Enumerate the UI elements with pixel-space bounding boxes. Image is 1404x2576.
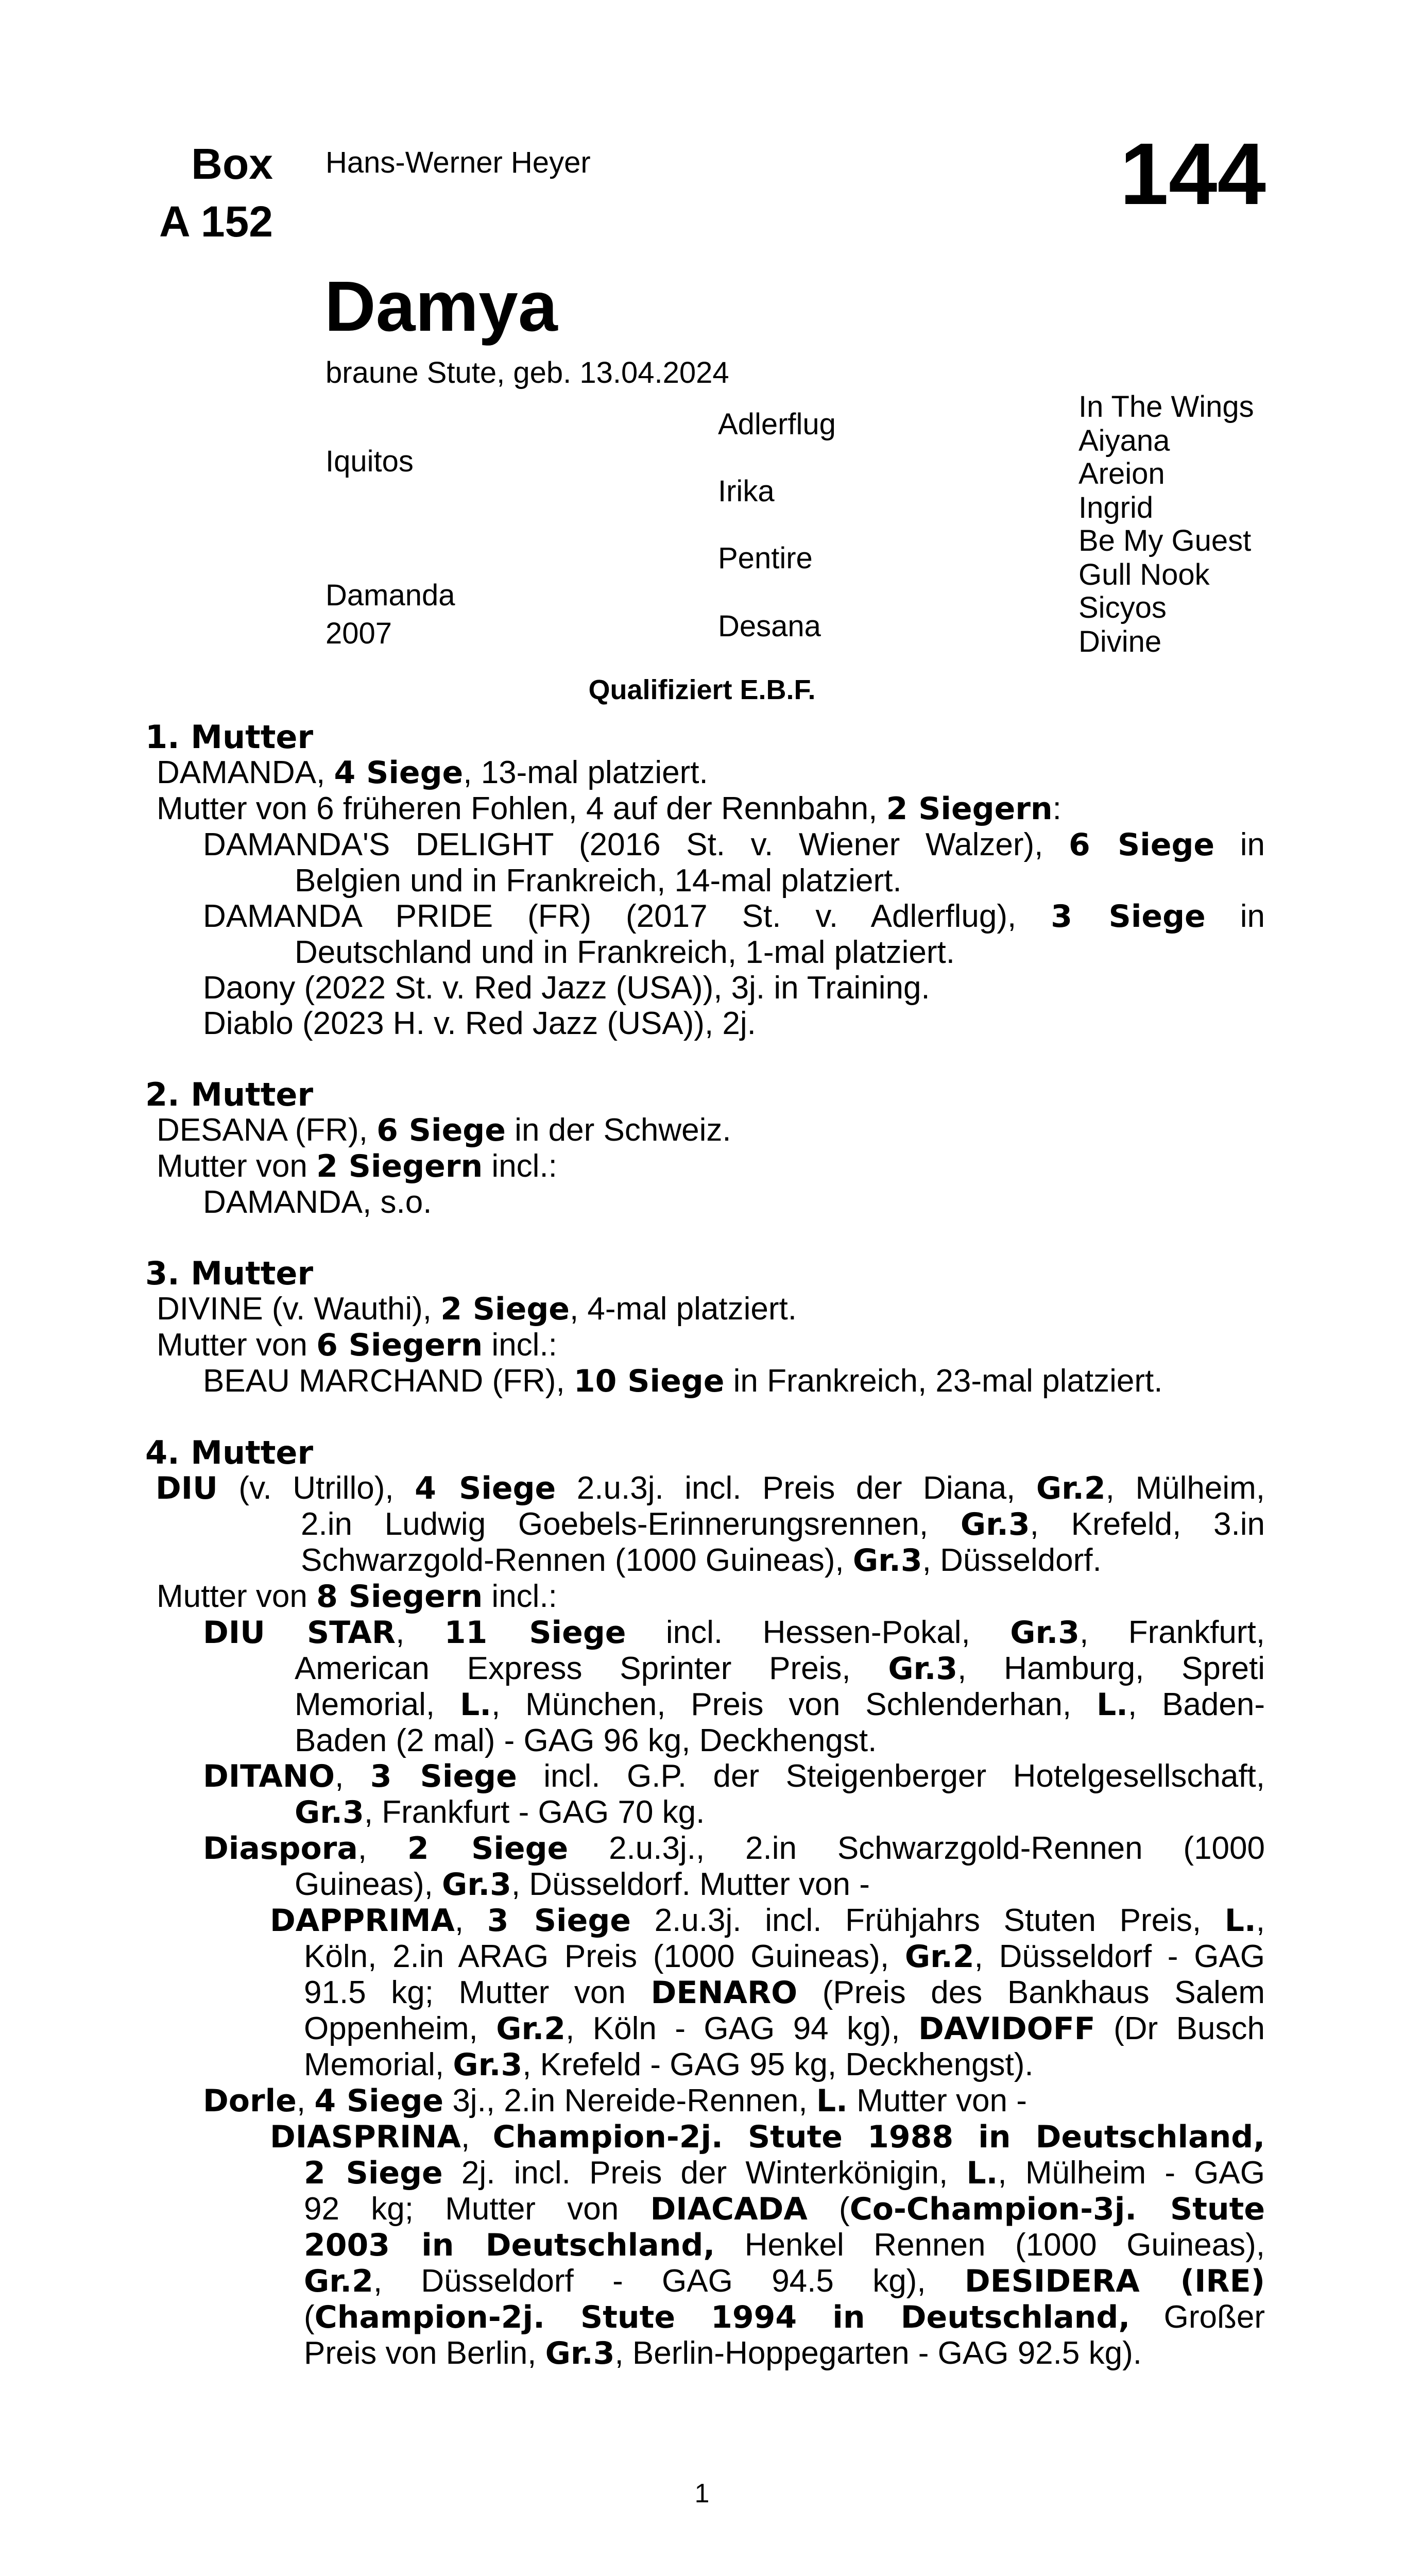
text-line: DAMANDA'S DELIGHT (2016 St. v. Wiener Walzer), 6 Siege in bbox=[203, 827, 1265, 863]
text-line: BEAU MARCHAND (FR), 10 Siege in Frankreich, 23-mal platziert. bbox=[203, 1363, 1163, 1399]
text-line: DAMANDA, s.o. bbox=[203, 1184, 432, 1220]
text-line: Memorial, L., München, Preis von Schlenderhan, L., Baden- bbox=[295, 1687, 1265, 1723]
text-line: Preis von Berlin, Gr.3, Berlin-Hoppegarten - GAG 92.5 kg). bbox=[304, 2335, 1142, 2371]
pedigree-great-grandparent: Areion bbox=[1078, 457, 1165, 490]
page-number: 1 bbox=[694, 2479, 710, 2509]
text-line: DAMANDA, 4 Siege, 13-mal platziert. bbox=[157, 755, 708, 791]
text-line: Mutter von 8 Siegern incl.: bbox=[157, 1579, 557, 1615]
text-line: 2 Siege 2j. incl. Preis der Winterkönigin, L., Mülheim - GAG bbox=[304, 2155, 1265, 2191]
text-line: DIU (v. Utrillo), 4 Siege 2.u.3j. incl. Preis der Diana, Gr.2, Mülheim, bbox=[156, 1470, 1265, 1506]
text-line: DESANA (FR), 6 Siege in der Schweiz. bbox=[157, 1112, 731, 1148]
pedigree-great-grandparent: Aiyana bbox=[1078, 424, 1170, 457]
qualification-note: Qualifiziert E.B.F. bbox=[588, 674, 816, 705]
pedigree-dam: Damanda bbox=[326, 579, 455, 612]
text-line: Belgien und in Frankreich, 14-mal platziert. bbox=[295, 863, 902, 899]
text-line: Oppenheim, Gr.2, Köln - GAG 94 kg), DAVIDOFF (Dr Busch bbox=[304, 2011, 1265, 2047]
text-line: Memorial, Gr.3, Krefeld - GAG 95 kg, Deckhengst). bbox=[304, 2047, 1034, 2083]
family-details bbox=[145, 719, 1265, 2407]
text-line: Diablo (2023 H. v. Red Jazz (USA)), 2j. bbox=[203, 1006, 756, 1041]
pedigree-great-grandparent: Be My Guest bbox=[1078, 524, 1252, 557]
pedigree-great-grandparent: Gull Nook bbox=[1078, 558, 1210, 591]
text-line: Deutschland und in Frankreich, 1-mal platziert. bbox=[295, 935, 955, 970]
section-title: 4. Mutter bbox=[145, 1434, 314, 1471]
text-line: DAMANDA PRIDE (FR) (2017 St. v. Adlerflug), 3 Siege in bbox=[203, 899, 1265, 935]
pedigree-great-grandparent: Ingrid bbox=[1078, 491, 1154, 524]
text-line: Mutter von 6 früheren Fohlen, 4 auf der Rennbahn, 2 Siegern: bbox=[157, 791, 1061, 827]
text-line: 2.in Ludwig Goebels-Erinnerungsrennen, Gr.3, Krefeld, 3.in bbox=[301, 1506, 1265, 1543]
pedigree-grandparent: Desana bbox=[718, 609, 821, 643]
box-location bbox=[124, 135, 273, 250]
horse-name: Damya bbox=[324, 267, 558, 346]
pedigree-sire: Iquitos bbox=[326, 445, 414, 478]
pedigree-dam-year: 2007 bbox=[326, 617, 392, 650]
section-title: 2. Mutter bbox=[145, 1076, 314, 1113]
section-first-dam bbox=[145, 719, 1265, 1041]
pedigree-grandparent: Adlerflug bbox=[718, 408, 836, 441]
pedigree-grandparent: Irika bbox=[718, 474, 775, 508]
text-line: Gr.2, Düsseldorf - GAG 94.5 kg), DESIDERA (IRE) bbox=[304, 2263, 1265, 2299]
text-line: Mutter von 6 Siegern incl.: bbox=[157, 1327, 557, 1363]
box-number: A 152 bbox=[159, 197, 273, 246]
section-fourth-dam bbox=[145, 1435, 1265, 2371]
text-line: (Champion-2j. Stute 1994 in Deutschland, Großer bbox=[304, 2299, 1265, 2335]
text-line: Guineas), Gr.3, Düsseldorf. Mutter von - bbox=[295, 1867, 870, 1903]
text-line: Köln, 2.in ARAG Preis (1000 Guineas), Gr.2, Düsseldorf - GAG bbox=[304, 1939, 1265, 1975]
pedigree-great-grandparent: Sicyos bbox=[1078, 591, 1167, 624]
section-title: 3. Mutter bbox=[145, 1255, 314, 1292]
text-line: DITANO, 3 Siege incl. G.P. der Steigenberger Hotelgesellschaft, bbox=[203, 1758, 1265, 1794]
horse-description: braune Stute, geb. 13.04.2024 bbox=[326, 356, 729, 389]
owner-name: Hans-Werner Heyer bbox=[326, 146, 591, 179]
pedigree-great-grandparent: In The Wings bbox=[1078, 390, 1254, 423]
text-line: Dorle, 4 Siege 3j., 2.in Nereide-Rennen, L. Mutter von - bbox=[203, 2083, 1027, 2119]
text-line: DAPPRIMA, 3 Siege 2.u.3j. incl. Frühjahrs Stuten Preis, L., bbox=[270, 1903, 1265, 1939]
section-title: 1. Mutter bbox=[145, 718, 314, 756]
text-line: DIASPRINA, Champion-2j. Stute 1988 in Deutschland, bbox=[270, 2119, 1265, 2155]
text-line: Gr.3, Frankfurt - GAG 70 kg. bbox=[295, 1794, 705, 1831]
text-line: Mutter von 2 Siegern incl.: bbox=[157, 1148, 557, 1184]
text-line: Diaspora, 2 Siege 2.u.3j., 2.in Schwarzgold-Rennen (1000 bbox=[203, 1831, 1265, 1867]
section-second-dam bbox=[145, 1077, 1265, 1220]
text-line: Schwarzgold-Rennen (1000 Guineas), Gr.3, Düsseldorf. bbox=[301, 1543, 1102, 1579]
text-line: 92 kg; Mutter von DIACADA (Co-Champion-3j. Stute bbox=[304, 2191, 1265, 2227]
text-line: Daony (2022 St. v. Red Jazz (USA)), 3j. in Training. bbox=[203, 970, 930, 1006]
pedigree-great-grandparent: Divine bbox=[1078, 625, 1162, 658]
text-line: DIVINE (v. Wauthi), 2 Siege, 4-mal platziert. bbox=[157, 1291, 797, 1327]
section-third-dam bbox=[145, 1256, 1265, 1399]
lot-number: 144 bbox=[1120, 125, 1266, 223]
text-line: 2003 in Deutschland, Henkel Rennen (1000 Guineas), bbox=[304, 2227, 1265, 2263]
text-line: American Express Sprinter Preis, Gr.3, Hamburg, Spreti bbox=[295, 1651, 1265, 1687]
text-line: 91.5 kg; Mutter von DENARO (Preis des Bankhaus Salem bbox=[304, 1975, 1265, 2011]
pedigree-grandparent: Pentire bbox=[718, 541, 813, 575]
box-label: Box bbox=[191, 140, 273, 188]
text-line: Baden (2 mal) - GAG 96 kg, Deckhengst. bbox=[295, 1723, 877, 1758]
text-line: DIU STAR, 11 Siege incl. Hessen-Pokal, Gr.3, Frankfurt, bbox=[203, 1615, 1265, 1651]
